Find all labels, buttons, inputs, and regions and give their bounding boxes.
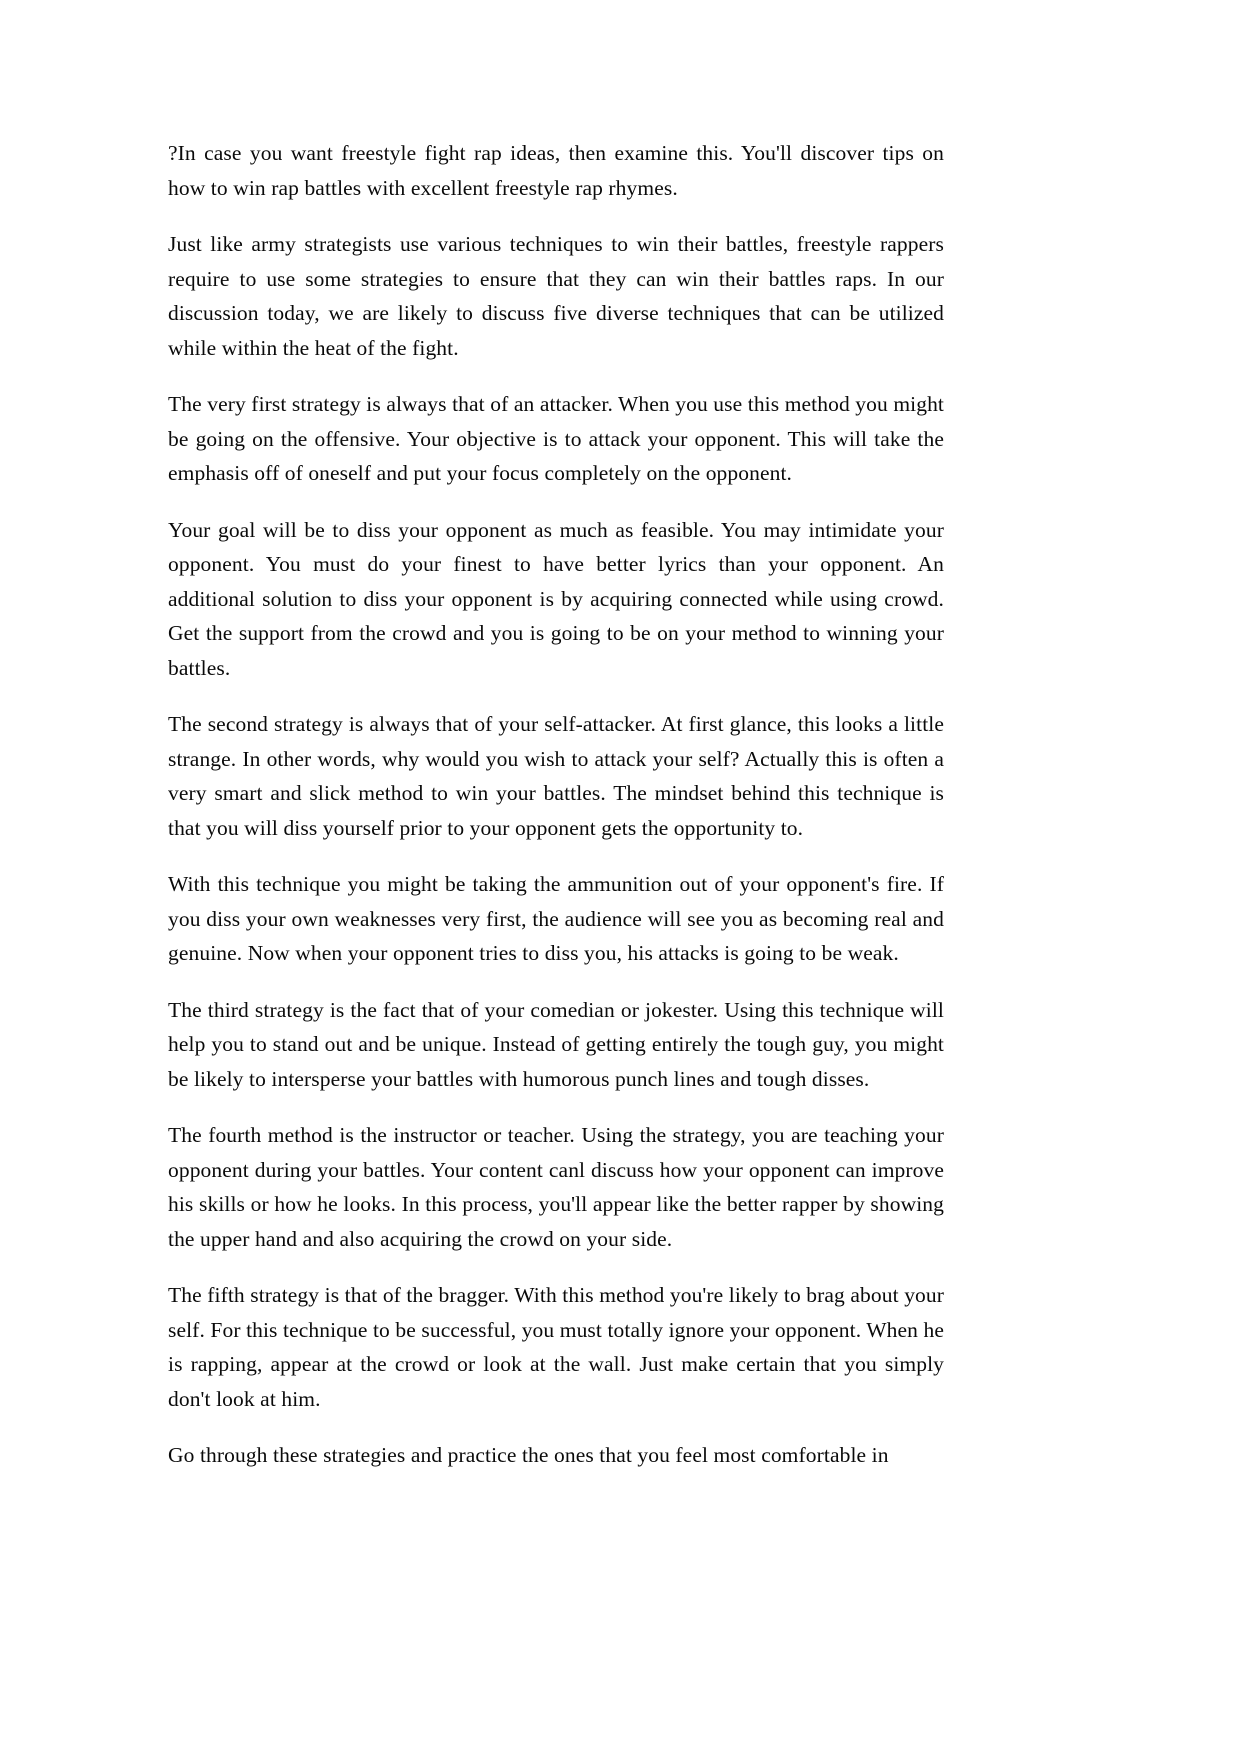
paragraph: The third strategy is the fact that of your comedian or jokester. Using this technique will help you to stand out and be unique. Instead of getting entirely the tough guy, you might be likely to intersperse your battles with humorous punch lines and tough disses.: [168, 997, 944, 1091]
paragraph: Your goal will be to diss your opponent as much as feasible. You may intimidate your opponent. You must do your finest to have better lyrics than your opponent. An additional solution to diss your opponent is by acquiring connected while using crowd. Get the support from the crowd and you is going to be on your method to winning your battles.: [168, 517, 944, 680]
paragraph: ?In case you want freestyle fight rap ideas, then examine this. You'll discover tips on how to win rap battles with excellent freestyle rap rhymes.: [168, 141, 944, 200]
paragraph: The second strategy is always that of your self-attacker. At first glance, this looks a little strange. In other words, why would you wish to attack your self? Actually this is often a very smart and slick method to win your battles. The mindset behind this technique is that you will diss yourself prior to your opponent gets the opportunity to.: [168, 712, 944, 840]
paragraph: The fourth method is the instructor or teacher. Using the strategy, you are teaching your opponent during your battles. Your content canl discuss how your opponent can improve his skills or how he looks. In this process, you'll appear like the better rapper by showing the upper hand and also acquiring the crowd on your side.: [168, 1123, 944, 1251]
paragraph: The very first strategy is always that of an attacker. When you use this method you might be going on the offensive. Your objective is to attack your opponent. This will take the emphasis off of oneself and put your focus completely on the opponent.: [168, 392, 944, 485]
document-body-text: [168, 136, 944, 1473]
paragraph: The fifth strategy is that of the bragger. With this method you're likely to brag about your self. For this technique to be successful, you must totally ignore your opponent. When he is rapping, appear at the crowd or look at the wall. Just make certain that you simply don't look at him.: [168, 1283, 944, 1411]
paragraph: With this technique you might be taking the ammunition out of your opponent's fire. If you diss your own weaknesses very first, the audience will see you as becoming real and genuine. Now when your opponent tries to diss you, his attacks is going to be weak.: [168, 872, 944, 965]
paragraph: Just like army strategists use various techniques to win their battles, freestyle rappers require to use some strategies to ensure that they can win their battles raps. In our discussion today, we are likely to discuss five diverse techniques that can be utilized while within the heat of the fight.: [168, 232, 944, 360]
paragraph: Go through these strategies and practice the ones that you feel most comfortable in: [168, 1443, 889, 1467]
